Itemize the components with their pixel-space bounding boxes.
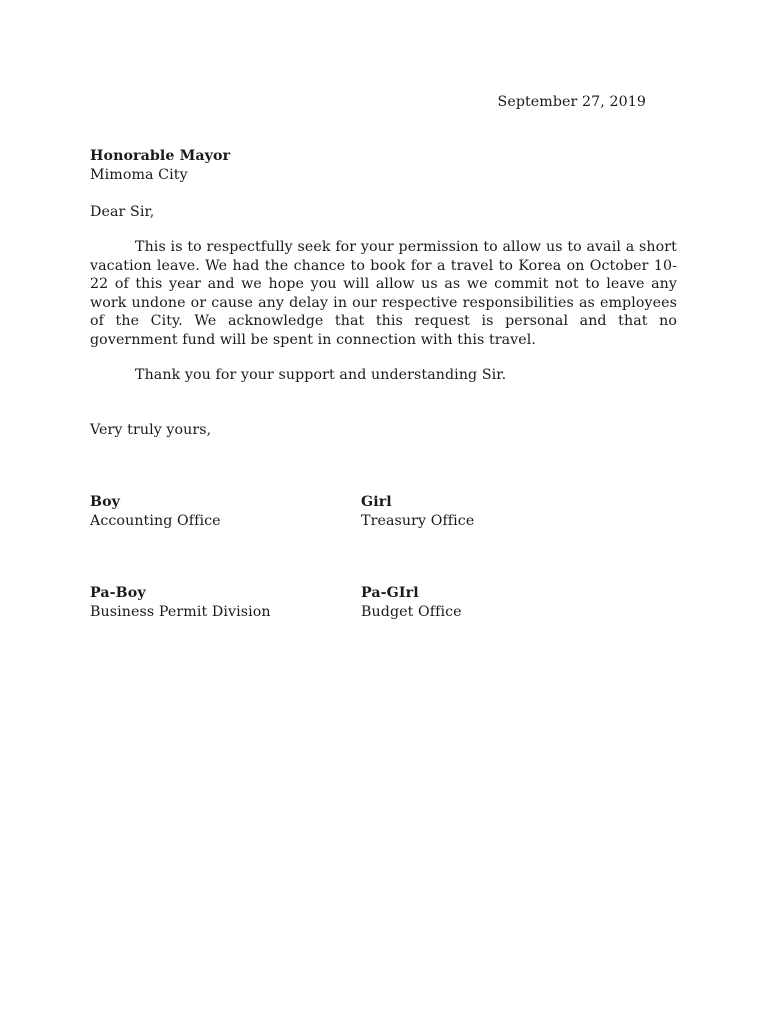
signatory-name: Pa-GIrl (361, 585, 419, 601)
signatory-block (90, 584, 271, 622)
recipient-name: Honorable Mayor (90, 148, 231, 164)
thanks-paragraph: Thank you for your support and understanding Sir. (135, 367, 507, 383)
recipient-block (90, 147, 230, 185)
signatory-office: Treasury Office (361, 513, 475, 529)
signatory-name: Boy (90, 494, 120, 510)
signatory-name: Pa-Boy (90, 585, 146, 601)
signatory-office: Accounting Office (90, 513, 221, 529)
signatory-name: Girl (361, 494, 392, 510)
body-paragraph: This is to respectfully seek for your permission to allow us to avail a short vacation leave. We had the chance to book for a travel to Korea on October 10-22 of this year and we hope you will allow us as we commit not to leave any work undone or cause any delay in our respective responsibilities as employees of the City. We acknowledge that this request is personal and that no government fund will be spent in connection with this travel. (90, 239, 677, 348)
letter-date: September 27, 2019 (497, 94, 646, 110)
complimentary-close: Very truly yours, (90, 422, 212, 438)
recipient-place: Mimoma City (90, 167, 188, 183)
signatory-block (90, 493, 221, 531)
signatory-block (361, 493, 474, 531)
signatory-block (361, 584, 462, 622)
salutation: Dear Sir, (90, 204, 155, 220)
signatory-office: Budget Office (361, 604, 462, 620)
signatory-office: Business Permit Division (90, 604, 271, 620)
